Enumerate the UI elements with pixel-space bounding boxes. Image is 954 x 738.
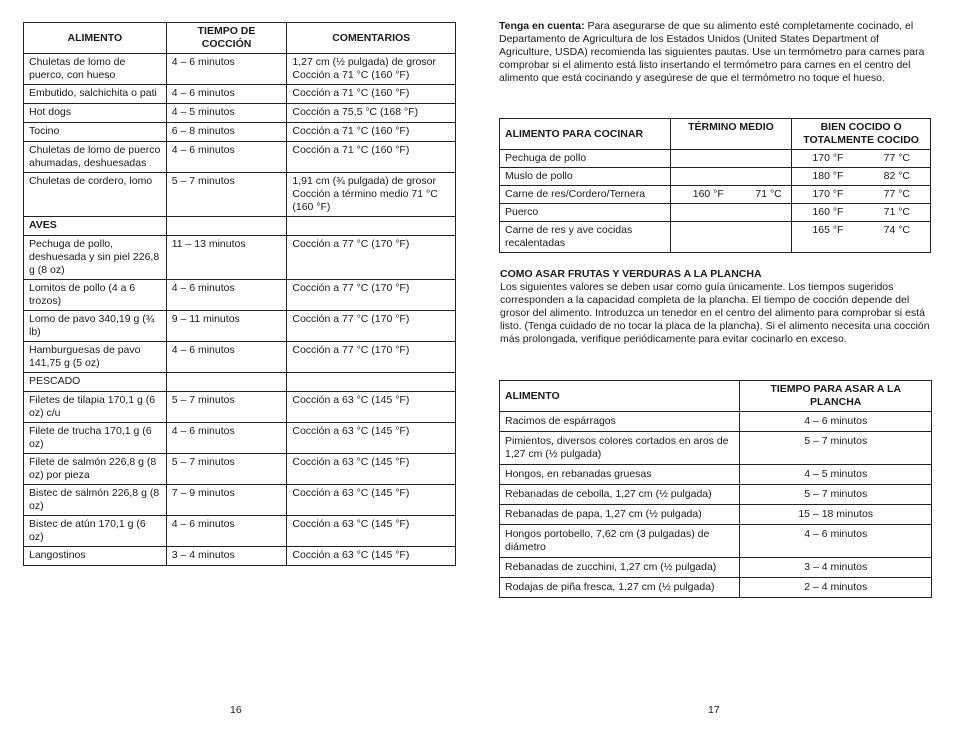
table-row — [500, 525, 932, 558]
table-row — [24, 236, 456, 280]
grill-section — [500, 268, 932, 346]
table-cell: Lomitos de pollo (4 a 6 trozos) — [24, 280, 167, 311]
table-cell: Carne de res/Cordero/Ternera — [500, 186, 671, 204]
usda-note — [499, 20, 931, 85]
table-cell: Racimos de espárragos — [500, 412, 740, 432]
table-cell: Hamburguesas de pavo 141,75 g (5 oz) — [24, 342, 167, 373]
table-cell: Bistec de atún 170,1 g (6 oz) — [24, 516, 167, 547]
note-lead: Tenga en cuenta: — [499, 20, 585, 32]
table-cell: Cocción a 63 °C (145 °F) — [287, 423, 456, 454]
table-cell: Cocción a 77 °C (170 °F) — [287, 280, 456, 311]
column-header: COMENTARIOS — [287, 23, 456, 54]
table-cell: 4 – 6 minutos — [740, 412, 932, 432]
table-cell: 7 – 9 minutos — [166, 485, 287, 516]
table-cell: 4 – 6 minutos — [166, 423, 287, 454]
table-cell: Cocción a 77 °C (170 °F) — [287, 236, 456, 280]
table-cell: Rebanadas de zucchini, 1,27 cm (½ pulgada) — [500, 558, 740, 578]
table-cell: 180 °F — [792, 168, 864, 186]
table-row — [24, 311, 456, 342]
table-row — [500, 412, 932, 432]
table-cell: Cocción a 63 °C (145 °F) — [287, 516, 456, 547]
table-cell: 71 °C — [864, 204, 931, 222]
table-cell: Bistec de salmón 226,8 g (8 oz) — [24, 485, 167, 516]
note-text: Para asegurarse de que su alimento esté completamente cocinado, el Departamento de Agricultura de los Estados Unidos (United States Department of Agriculture, USDA) recomienda las siguientes pautas. Use un termómetro para carnes para comprobar si el alimento está listo insertando el termómetro para carnes en el centro del alimento que está cocinando y asegúrese de que el termómetro no toque el hueso. — [499, 20, 925, 84]
table-cell: 160 °F — [792, 204, 864, 222]
table-cell: Pechuga de pollo — [500, 150, 671, 168]
column-header: ALIMENTO — [24, 23, 167, 54]
table-cell: Cocción a 71 °C (160 °F) — [287, 85, 456, 104]
table-row — [24, 54, 456, 85]
table-cell: 6 – 8 minutos — [166, 123, 287, 142]
table-header-row — [24, 23, 456, 54]
table-cell: 5 – 7 minutos — [166, 454, 287, 485]
table-row — [500, 485, 932, 505]
table-cell: Carne de res y ave cocidas recalentadas — [500, 222, 671, 253]
table-cell: 5 – 7 minutos — [740, 485, 932, 505]
table-row — [24, 485, 456, 516]
column-header: ALIMENTO — [500, 381, 740, 412]
table-cell: 11 – 13 minutos — [166, 236, 287, 280]
table-cell: Chuletas de lomo de puerco, con hueso — [24, 54, 167, 85]
table-row — [24, 454, 456, 485]
table-row — [500, 150, 931, 168]
table-cell: Cocción a 77 °C (170 °F) — [287, 311, 456, 342]
table-cell: 71 °C — [746, 186, 792, 204]
table-row — [24, 173, 456, 217]
page-number-right: 17 — [708, 704, 720, 716]
table-cell: 1,91 cm (¾ pulgada) de grosor Cocción a término medio 71 °C (160 °F) — [287, 173, 456, 217]
table-cell: 5 – 7 minutos — [740, 432, 932, 465]
column-header: TÉRMINO MEDIO — [670, 119, 792, 150]
table-row — [24, 85, 456, 104]
table-header-row — [500, 381, 932, 412]
temperature-table — [499, 118, 931, 253]
table-cell: 4 – 6 minutos — [166, 342, 287, 373]
table-cell — [287, 217, 456, 236]
table-cell: PESCADO — [24, 373, 167, 392]
table-cell: Cocción a 77 °C (170 °F) — [287, 342, 456, 373]
table-cell: 170 °F — [792, 186, 864, 204]
table-cell: 4 – 5 minutos — [166, 104, 287, 123]
table-cell: 77 °C — [864, 150, 931, 168]
table-cell: 4 – 6 minutos — [166, 280, 287, 311]
table-cell: Pechuga de pollo, deshuesada y sin piel 226,8 g (8 oz) — [24, 236, 167, 280]
table-row — [500, 204, 931, 222]
table-cell — [670, 204, 792, 222]
table-cell — [166, 217, 287, 236]
table-cell: 77 °C — [864, 186, 931, 204]
table-row — [24, 104, 456, 123]
column-header: TIEMPO PARA ASAR A LA PLANCHA — [740, 381, 932, 412]
table-cell: Chuletas de lomo de puerco ahumadas, deshuesadas — [24, 142, 167, 173]
table-cell: 74 °C — [864, 222, 931, 253]
table-row — [24, 217, 456, 236]
table-row — [500, 168, 931, 186]
table-cell — [670, 168, 792, 186]
table-cell: Cocción a 71 °C (160 °F) — [287, 123, 456, 142]
table-row — [24, 280, 456, 311]
table-row — [24, 392, 456, 423]
table-cell: Filetes de tilapia 170,1 g (6 oz) c/u — [24, 392, 167, 423]
table-cell: Cocción a 63 °C (145 °F) — [287, 547, 456, 566]
table-row — [24, 516, 456, 547]
table-cell: 4 – 6 minutos — [166, 516, 287, 547]
table-cell: 4 – 5 minutos — [740, 465, 932, 485]
table-cell: 4 – 6 minutos — [166, 54, 287, 85]
table-row — [500, 186, 931, 204]
table-row — [24, 142, 456, 173]
table-row — [500, 558, 932, 578]
table-row — [500, 505, 932, 525]
table-cell: 4 – 6 minutos — [166, 142, 287, 173]
table-cell: Filete de salmón 226,8 g (8 oz) por pieza — [24, 454, 167, 485]
table-cell: Filete de trucha 170,1 g (6 oz) — [24, 423, 167, 454]
table-cell: 165 °F — [792, 222, 864, 253]
table-cell: Rebanadas de cebolla, 1,27 cm (½ pulgada) — [500, 485, 740, 505]
column-header: ALIMENTO PARA COCINAR — [500, 119, 671, 150]
table-cell: 5 – 7 minutos — [166, 392, 287, 423]
cooking-time-table — [23, 22, 456, 566]
table-row — [24, 423, 456, 454]
table-cell: 170 °F — [792, 150, 864, 168]
page-number-left: 16 — [230, 704, 242, 716]
table-row — [500, 578, 932, 598]
table-cell: 4 – 6 minutos — [740, 525, 932, 558]
column-header: TIEMPO DE COCCIÓN — [166, 23, 287, 54]
table-cell: Lomo de pavo 340,19 g (¾ lb) — [24, 311, 167, 342]
table-row — [24, 123, 456, 142]
table-cell: Embutido, salchichita o pati — [24, 85, 167, 104]
table-cell: AVES — [24, 217, 167, 236]
table-row — [24, 373, 456, 392]
table-cell: 82 °C — [864, 168, 931, 186]
table-cell: 160 °F — [670, 186, 746, 204]
table-cell — [287, 373, 456, 392]
table-cell: 5 – 7 minutos — [166, 173, 287, 217]
table-cell — [670, 222, 792, 253]
table-cell: 4 – 6 minutos — [166, 85, 287, 104]
grill-time-table — [499, 380, 932, 598]
table-cell: Cocción a 63 °C (145 °F) — [287, 485, 456, 516]
table-cell: 9 – 11 minutos — [166, 311, 287, 342]
table-cell: Cocción a 63 °C (145 °F) — [287, 392, 456, 423]
table-row — [24, 547, 456, 566]
table-row — [500, 465, 932, 485]
table-cell: Chuletas de cordero, lomo — [24, 173, 167, 217]
table-cell: 1,27 cm (½ pulgada) de grosor Cocción a 71 °C (160 °F) — [287, 54, 456, 85]
table-cell — [670, 150, 792, 168]
table-row — [24, 342, 456, 373]
table-cell: 3 – 4 minutos — [166, 547, 287, 566]
table-cell: Cocción a 75,5 °C (168 °F) — [287, 104, 456, 123]
table-cell: Langostinos — [24, 547, 167, 566]
table-cell: Tocino — [24, 123, 167, 142]
table-cell: Rodajas de piña fresca, 1,27 cm (½ pulgada) — [500, 578, 740, 598]
table-cell: 2 – 4 minutos — [740, 578, 932, 598]
table-cell: Hongos portobello, 7,62 cm (3 pulgadas) de diámetro — [500, 525, 740, 558]
table-cell — [166, 373, 287, 392]
table-row — [500, 432, 932, 465]
table-row — [500, 222, 931, 253]
table-cell: Hongos, en rebanadas gruesas — [500, 465, 740, 485]
table-cell: Puerco — [500, 204, 671, 222]
table-cell: 3 – 4 minutos — [740, 558, 932, 578]
table-cell: Hot dogs — [24, 104, 167, 123]
table-cell: Muslo de pollo — [500, 168, 671, 186]
table-cell: Cocción a 63 °C (145 °F) — [287, 454, 456, 485]
table-header-row — [500, 119, 931, 150]
column-header: BIEN COCIDO O TOTALMENTE COCIDO — [792, 119, 931, 150]
table-cell: 15 – 18 minutos — [740, 505, 932, 525]
table-cell: Cocción a 71 °C (160 °F) — [287, 142, 456, 173]
table-cell: Pimientos, diversos colores cortados en aros de 1,27 cm (½ pulgada) — [500, 432, 740, 465]
table-cell: Rebanadas de papa, 1,27 cm (½ pulgada) — [500, 505, 740, 525]
section-body: Los siguientes valores se deben usar como guía únicamente. Los tiempos sugeridos corresponden a la capacidad completa de la plancha. El tiempo de cocción depende del grosor del alimento. Introduzca un tenedor en el centro del alimento para comprobar si está listo. (Tenga cuidado de no tocar la placa de la plancha). Si el alimento necesita una cocción más prolongada, verifique periódicamente para evitar cocinarlo en exceso. — [500, 281, 930, 345]
section-heading: COMO ASAR FRUTAS Y VERDURAS A LA PLANCHA — [500, 268, 762, 280]
